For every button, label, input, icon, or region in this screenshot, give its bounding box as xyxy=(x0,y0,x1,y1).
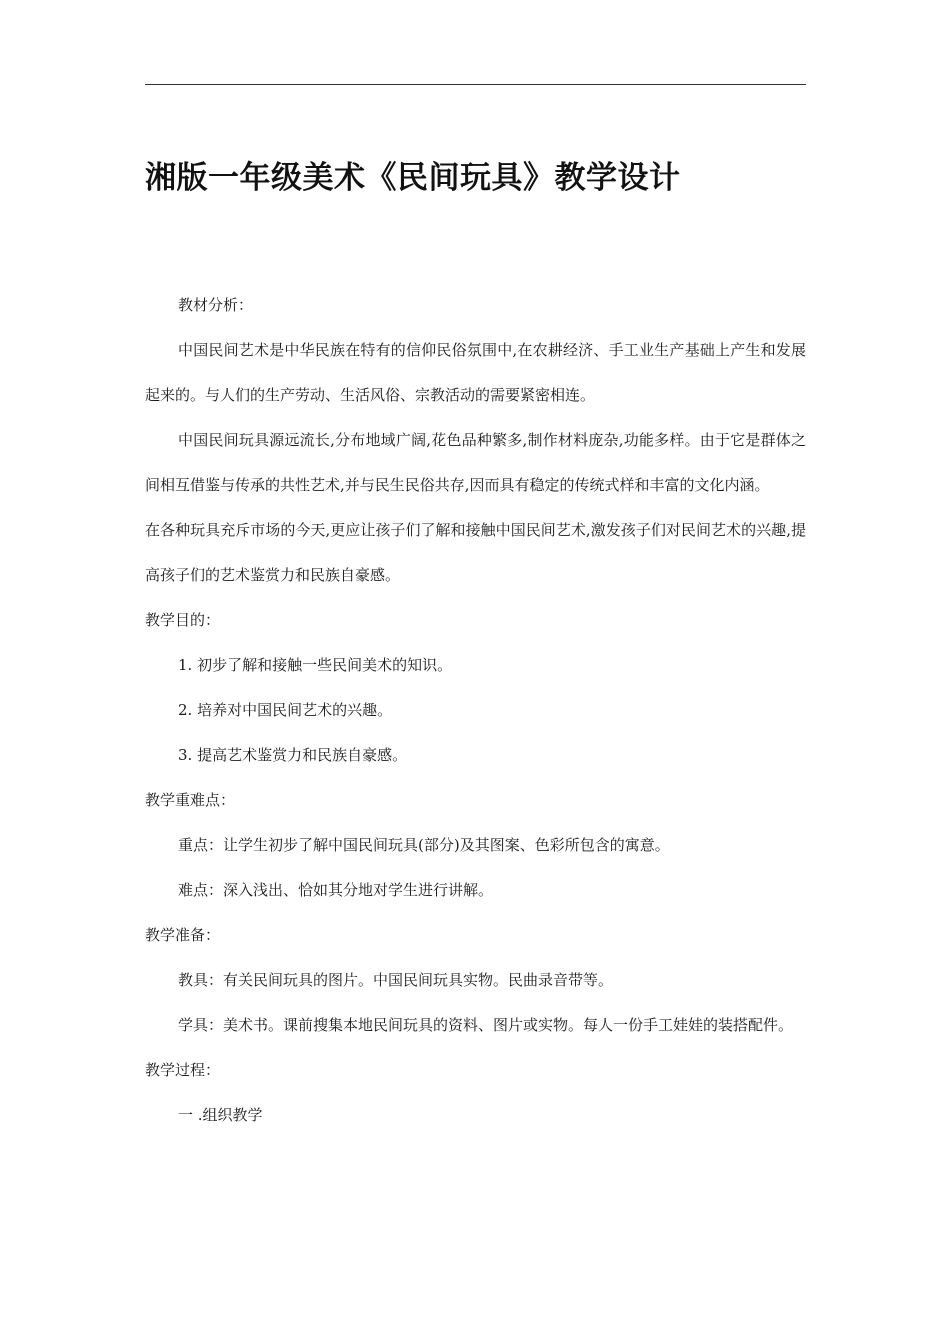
paragraph-folk-art-intro: 中国民间艺术是中华民族在特有的信仰民俗氛围中,在农耕经济、手工业生产基础上产生和发展起来的。与人们的生产劳动、生活风俗、宗教活动的需要紧密相连。 xyxy=(145,341,806,404)
preparation-student-tools: 学具：美术书。课前搜集本地民间玩具的资料、图片或实物。每人一份手工娃娃的装搭配件。 xyxy=(178,1016,794,1034)
goal-item-3: 3. 提高艺术鉴赏力和民族自豪感。 xyxy=(178,746,408,764)
difficult-point: 难点：深入浅出、恰如其分地对学生进行讲解。 xyxy=(178,881,494,899)
document-title: 湘版一年级美术《民间玩具》教学设计 xyxy=(145,160,681,196)
goal-item-2: 2. 培养对中国民间艺术的兴趣。 xyxy=(178,701,393,719)
process-step-1: 一 .组织教学 xyxy=(178,1106,263,1124)
document-body xyxy=(145,283,806,1138)
key-point: 重点：让学生初步了解中国民间玩具(部分)及其图案、色彩所包含的寓意。 xyxy=(178,836,670,854)
section-heading-key-points: 教学重难点： xyxy=(145,791,236,809)
section-heading-teaching-goals: 教学目的： xyxy=(145,611,221,629)
paragraph-market-today: 在各种玩具充斥市场的今天,更应让孩子们了解和接触中国民间艺术,激发孩子们对民间艺术的兴趣,提高孩子们的艺术鉴赏力和民族自豪感。 xyxy=(145,521,806,584)
preparation-teaching-aids: 教具：有关民间玩具的图片。中国民间玩具实物。民曲录音带等。 xyxy=(178,971,614,989)
section-heading-material-analysis: 教材分析： xyxy=(178,296,254,314)
goal-item-1: 1. 初步了解和接触一些民间美术的知识。 xyxy=(178,656,453,674)
section-heading-teaching-process: 教学过程： xyxy=(145,1061,221,1079)
paragraph-folk-toys: 中国民间玩具源远流长,分布地域广阔,花色品种繁多,制作材料庞杂,功能多样。由于它是群体之间相互借鉴与传承的共性艺术,并与民生民俗共存,因而具有稳定的传统式样和丰富的文化内涵。 xyxy=(145,431,806,494)
section-heading-preparation: 教学准备： xyxy=(145,926,221,944)
header-rule xyxy=(145,84,806,85)
